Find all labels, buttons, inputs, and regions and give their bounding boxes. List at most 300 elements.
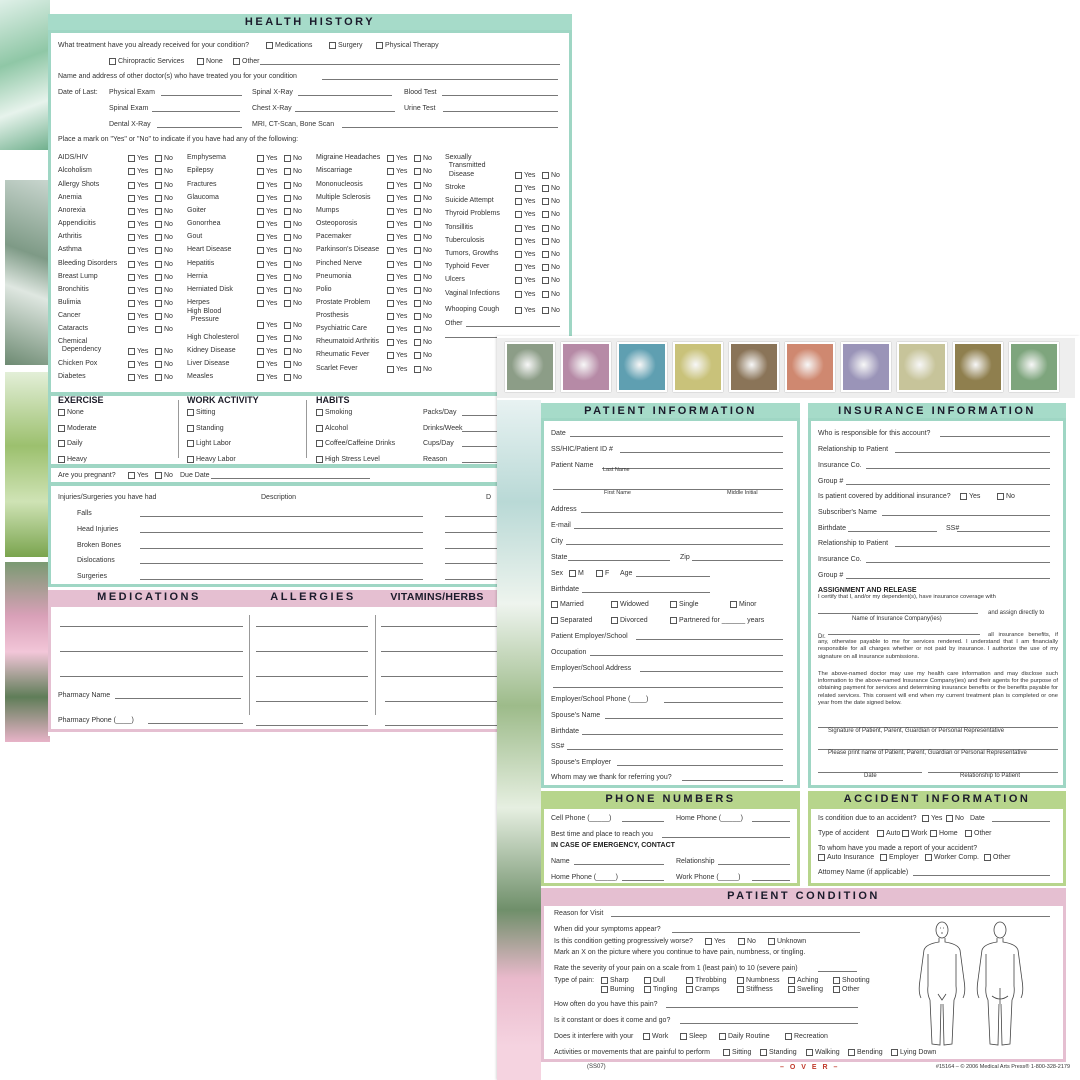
other-condition-field-2[interactable]	[445, 337, 497, 338]
yes-checkbox[interactable]	[387, 195, 394, 202]
no-checkbox[interactable]	[414, 168, 421, 175]
health-history-treatment-opts-2-checkbox[interactable]	[376, 42, 383, 49]
yes-checkbox[interactable]	[515, 251, 522, 258]
yes-checkbox[interactable]	[257, 155, 264, 162]
condition-mark-label: Mark an X on the picture where you continue to have pain, numbness, or tingling.	[554, 948, 806, 956]
health-history-yes-label: Yes	[396, 233, 408, 241]
emergency-relationship-field[interactable]	[718, 864, 790, 865]
yes-checkbox[interactable]	[257, 274, 264, 281]
pain-constancy-field[interactable]	[680, 1023, 858, 1024]
yes-checkbox[interactable]	[387, 287, 394, 294]
yes-checkbox[interactable]	[387, 234, 394, 241]
age-field[interactable]	[636, 576, 710, 577]
spouse-employer-field[interactable]	[617, 765, 783, 766]
insurance-assignment-2: all insurance benefits, if any, otherwise payable to me for services rendered. I understand that I am financially responsible for all charges whether or not paid by insurance. I authorize the use of my signature on all insurance submissions.	[818, 632, 1058, 660]
birthdate-field[interactable]	[582, 592, 710, 593]
no-checkbox[interactable]	[542, 264, 549, 271]
yes-checkbox[interactable]	[257, 374, 264, 381]
yes-checkbox[interactable]	[128, 168, 135, 175]
emergency-work-phone-field[interactable]	[752, 880, 790, 881]
no-checkbox[interactable]	[284, 361, 291, 368]
best-time-field[interactable]	[662, 837, 790, 838]
yes-checkbox[interactable]	[257, 261, 264, 268]
body-back-diagram[interactable]	[970, 920, 1030, 1050]
condition-types-6-checkbox[interactable]	[601, 986, 608, 993]
email-field[interactable]	[574, 528, 783, 529]
condition-types-10-checkbox[interactable]	[788, 986, 795, 993]
no-checkbox[interactable]	[414, 195, 421, 202]
health-history-no-label: No	[423, 233, 432, 241]
health-history-exams-7-label: MRI, CT-Scan, Bone Scan	[252, 120, 335, 128]
health-history-treatment-opts-5-checkbox[interactable]	[233, 58, 240, 65]
health-history-no-label: No	[551, 224, 560, 232]
accident-reports-2-checkbox[interactable]	[925, 854, 932, 861]
no-checkbox[interactable]	[542, 225, 549, 232]
health-history-conditions-0-2-label: Allergy Shots	[58, 180, 100, 188]
accident-date-field[interactable]	[992, 821, 1050, 822]
yes-checkbox[interactable]	[387, 261, 394, 268]
home-phone-field[interactable]	[752, 821, 790, 822]
condition-worse-opts-0-checkbox[interactable]	[705, 938, 712, 945]
condition-activity-opts-2-label: Walking	[815, 1048, 840, 1056]
exam-date-field[interactable]	[442, 95, 558, 96]
yes-checkbox[interactable]	[387, 313, 394, 320]
yes-checkbox[interactable]	[128, 221, 135, 228]
no-checkbox[interactable]	[284, 168, 291, 175]
health-history-treatment-opts-3-checkbox[interactable]	[109, 58, 116, 65]
yes-checkbox[interactable]	[515, 264, 522, 271]
yes-checkbox[interactable]	[387, 300, 394, 307]
health-history-no-label: No	[551, 171, 560, 179]
condition-activity-opts-3-checkbox[interactable]	[848, 1049, 855, 1056]
condition-constant-label: Is it constant or does it come and go?	[554, 1016, 671, 1024]
condition-types-11-checkbox[interactable]	[833, 986, 840, 993]
health-history-yes-label: Yes	[137, 273, 149, 281]
condition-interfere-opts-0-checkbox[interactable]	[643, 1033, 650, 1040]
responsible-field[interactable]	[940, 436, 1050, 437]
yes-checkbox[interactable]	[257, 335, 264, 342]
no-checkbox[interactable]	[542, 185, 549, 192]
health-history-treatment-q-label: What treatment have you already received for your condition?	[58, 41, 250, 49]
yes-checkbox[interactable]	[515, 238, 522, 245]
condition-activity-opts-0-checkbox[interactable]	[723, 1049, 730, 1056]
condition-interfere-opts-2-checkbox[interactable]	[719, 1033, 726, 1040]
other-condition-field[interactable]	[466, 326, 560, 327]
no-checkbox[interactable]	[414, 155, 421, 162]
injury-description-field[interactable]	[140, 516, 423, 517]
patient-info-email-label: E-mail	[551, 521, 571, 529]
group-field[interactable]	[846, 578, 1050, 579]
yes-checkbox[interactable]	[128, 374, 135, 381]
yes-checkbox[interactable]	[387, 208, 394, 215]
lifestyle-work-activity-options-2-checkbox[interactable]	[187, 440, 194, 447]
health-history-treatment-opts-3-label: Chiropractic Services	[118, 57, 185, 65]
yes-checkbox[interactable]	[128, 300, 135, 307]
condition-types-4-checkbox[interactable]	[788, 977, 795, 984]
accident-date-label: Date	[970, 814, 985, 822]
patient-info-city-label: City	[551, 537, 564, 545]
company-field[interactable]	[866, 562, 1050, 563]
accident-yes-checkbox[interactable]	[922, 815, 929, 822]
allergy-field[interactable]	[256, 626, 368, 627]
group-field[interactable]	[846, 484, 1050, 485]
other-doctors-field[interactable]	[322, 79, 558, 80]
no-checkbox[interactable]	[542, 211, 549, 218]
lifestyle-work-activity-options-3-checkbox[interactable]	[187, 456, 194, 463]
no-checkbox[interactable]	[155, 261, 162, 268]
no-checkbox[interactable]	[414, 287, 421, 294]
no-checkbox[interactable]	[284, 335, 291, 342]
condition-types-1-checkbox[interactable]	[644, 977, 651, 984]
yes-checkbox[interactable]	[257, 195, 264, 202]
yes-checkbox[interactable]	[257, 361, 264, 368]
injury-description-field[interactable]	[140, 548, 423, 549]
exam-date-field[interactable]	[157, 127, 242, 128]
no-checkbox[interactable]	[414, 274, 421, 281]
no-checkbox[interactable]	[155, 374, 162, 381]
yes-checkbox[interactable]	[387, 366, 394, 373]
condition-activity-opts-3-label: Bending	[857, 1048, 883, 1056]
accident-reports-3-checkbox[interactable]	[984, 854, 991, 861]
no-checkbox[interactable]	[155, 234, 162, 241]
no-checkbox[interactable]	[284, 374, 291, 381]
health-history-no-label: No	[423, 299, 432, 307]
no-checkbox[interactable]	[284, 247, 291, 254]
no-checkbox[interactable]	[284, 234, 291, 241]
no-checkbox[interactable]	[155, 348, 162, 355]
spouse-ss-field[interactable]	[567, 749, 783, 750]
yes-checkbox[interactable]	[257, 221, 264, 228]
phone-name-label: Name	[551, 857, 570, 865]
lifestyle-exercise-options-3-checkbox[interactable]	[58, 456, 65, 463]
no-checkbox[interactable]	[155, 208, 162, 215]
no-checkbox[interactable]	[542, 198, 549, 205]
subscriber-birthdate-field[interactable]	[848, 531, 937, 532]
exam-date-field[interactable]	[161, 95, 242, 96]
yes-checkbox[interactable]	[387, 247, 394, 254]
allergy-field[interactable]	[256, 651, 368, 652]
condition-types-0-checkbox[interactable]	[601, 977, 608, 984]
patient-info-f-checkbox[interactable]	[596, 570, 603, 577]
patient-info-marital-0-checkbox[interactable]	[551, 601, 558, 608]
cell-phone-field[interactable]	[622, 821, 664, 822]
no-checkbox[interactable]	[284, 261, 291, 268]
zip-field[interactable]	[692, 560, 783, 561]
pregnancy-no-checkbox[interactable]	[155, 472, 162, 479]
no-checkbox[interactable]	[414, 339, 421, 346]
lifestyle-habits-options-2-checkbox[interactable]	[316, 440, 323, 447]
health-history-yes-label: Yes	[396, 286, 408, 294]
address-field[interactable]	[581, 512, 783, 513]
yes-checkbox[interactable]	[128, 195, 135, 202]
yes-checkbox[interactable]	[515, 225, 522, 232]
yes-checkbox[interactable]	[387, 221, 394, 228]
no-checkbox[interactable]	[542, 277, 549, 284]
no-checkbox[interactable]	[542, 291, 549, 298]
lifestyle-habits-title-label: HABITS	[316, 394, 350, 405]
yes-checkbox[interactable]	[387, 352, 394, 359]
insurance-no-checkbox[interactable]	[997, 493, 1004, 500]
health-history-doctors-q-label: Name and address of other doctor(s) who have treated you for your condition	[58, 72, 297, 80]
patient-info-id-label: SS/HIC/Patient ID #	[551, 445, 613, 453]
nature-photo-thumbnail	[673, 342, 723, 392]
no-checkbox[interactable]	[155, 326, 162, 333]
no-checkbox[interactable]	[414, 326, 421, 333]
health-history-no-label: No	[293, 233, 302, 241]
no-checkbox[interactable]	[542, 172, 549, 179]
reason-for-visit-field[interactable]	[611, 916, 1050, 917]
other-treatment-field[interactable]	[260, 64, 560, 65]
yes-checkbox[interactable]	[128, 155, 135, 162]
body-front-diagram[interactable]	[912, 920, 972, 1050]
yes-checkbox[interactable]	[257, 234, 264, 241]
patient-info-marital-3-checkbox[interactable]	[730, 601, 737, 608]
employer-address-field-2[interactable]	[553, 687, 783, 688]
yes-checkbox[interactable]	[387, 326, 394, 333]
yes-checkbox[interactable]	[515, 172, 522, 179]
no-checkbox[interactable]	[284, 208, 291, 215]
company-field[interactable]	[866, 468, 1050, 469]
patient-info-marital-4-checkbox[interactable]	[551, 617, 558, 624]
health-history-treatment-opts-4-checkbox[interactable]	[197, 58, 204, 65]
insurance-yes-checkbox[interactable]	[960, 493, 967, 500]
exam-date-field[interactable]	[295, 111, 395, 112]
condition-activity-opts-2-checkbox[interactable]	[806, 1049, 813, 1056]
yes-checkbox[interactable]	[515, 307, 522, 314]
yes-checkbox[interactable]	[128, 348, 135, 355]
condition-activity-opts-1-checkbox[interactable]	[760, 1049, 767, 1056]
employer-address-field[interactable]	[640, 671, 783, 672]
no-checkbox[interactable]	[284, 322, 291, 329]
insurance-assignment-title-label: ASSIGNMENT AND RELEASE	[818, 586, 917, 594]
health-history-no-label: No	[293, 220, 302, 228]
yes-checkbox[interactable]	[257, 247, 264, 254]
lifestyle-exercise-options-0-checkbox[interactable]	[58, 409, 65, 416]
no-checkbox[interactable]	[542, 251, 549, 258]
employer-field[interactable]	[636, 639, 783, 640]
medication-field[interactable]	[60, 651, 243, 652]
no-checkbox[interactable]	[155, 168, 162, 175]
yes-checkbox[interactable]	[515, 198, 522, 205]
accident-types-1-checkbox[interactable]	[902, 830, 909, 837]
pharmacy-name-field[interactable]	[115, 698, 241, 699]
pharmacy-phone-field[interactable]	[148, 723, 243, 724]
no-checkbox[interactable]	[155, 361, 162, 368]
medication-field[interactable]	[60, 676, 243, 677]
relationship-field[interactable]	[895, 452, 1050, 453]
condition-types-3-checkbox[interactable]	[737, 977, 744, 984]
yes-checkbox[interactable]	[257, 287, 264, 294]
yes-checkbox[interactable]	[387, 182, 394, 189]
condition-activity-opts-4-checkbox[interactable]	[891, 1049, 898, 1056]
lifestyle-habits-options-1-checkbox[interactable]	[316, 425, 323, 432]
no-checkbox[interactable]	[284, 182, 291, 189]
condition-interfere-opts-3-checkbox[interactable]	[785, 1033, 792, 1040]
yes-checkbox[interactable]	[128, 287, 135, 294]
due-date-field[interactable]	[211, 478, 370, 479]
relationship-field[interactable]	[895, 546, 1050, 547]
no-checkbox[interactable]	[284, 300, 291, 307]
condition-activity-opts-4-label: Lying Down	[900, 1048, 937, 1056]
yes-checkbox[interactable]	[515, 291, 522, 298]
injuries-items-2-label: Broken Bones	[77, 541, 121, 549]
no-checkbox[interactable]	[414, 234, 421, 241]
nature-photo-thumbnail	[953, 342, 1003, 392]
health-history-treatment-opts-1-checkbox[interactable]	[329, 42, 336, 49]
no-checkbox[interactable]	[414, 208, 421, 215]
condition-types-3-label: Numbness	[746, 976, 780, 984]
patient-info-marital-6-checkbox[interactable]	[670, 617, 677, 624]
yes-checkbox[interactable]	[128, 247, 135, 254]
health-history-conditions-1-9-label: Hernia	[187, 272, 208, 280]
pregnancy-yes-checkbox[interactable]	[128, 472, 135, 479]
employer-phone-field[interactable]	[664, 702, 783, 703]
allergy-field[interactable]	[256, 701, 368, 702]
no-checkbox[interactable]	[284, 348, 291, 355]
injury-description-field[interactable]	[140, 563, 423, 564]
allergy-field[interactable]	[256, 725, 368, 726]
emergency-name-field[interactable]	[574, 864, 664, 865]
date-field[interactable]	[570, 436, 783, 437]
lifestyle-exercise-options-2-checkbox[interactable]	[58, 440, 65, 447]
no-checkbox[interactable]	[414, 352, 421, 359]
no-checkbox[interactable]	[155, 182, 162, 189]
lifestyle-habits-options-0-checkbox[interactable]	[316, 409, 323, 416]
medication-field[interactable]	[60, 626, 243, 627]
no-checkbox[interactable]	[284, 221, 291, 228]
yes-checkbox[interactable]	[128, 208, 135, 215]
no-checkbox[interactable]	[542, 238, 549, 245]
injury-description-field[interactable]	[140, 579, 423, 580]
no-checkbox[interactable]	[155, 247, 162, 254]
no-checkbox[interactable]	[155, 195, 162, 202]
no-checkbox[interactable]	[155, 313, 162, 320]
yes-checkbox[interactable]	[515, 277, 522, 284]
no-checkbox[interactable]	[284, 195, 291, 202]
patient-info-m-checkbox[interactable]	[569, 570, 576, 577]
patient-info-marital-2-label: Single	[679, 600, 699, 608]
yes-checkbox[interactable]	[257, 348, 264, 355]
patient-info-marital-2-checkbox[interactable]	[670, 601, 677, 608]
accident-no-checkbox[interactable]	[946, 815, 953, 822]
exam-date-field[interactable]	[443, 111, 558, 112]
yes-checkbox[interactable]	[387, 339, 394, 346]
condition-types-5-checkbox[interactable]	[833, 977, 840, 984]
emergency-home-phone-field[interactable]	[622, 880, 664, 881]
exam-date-field[interactable]	[298, 95, 392, 96]
pain-rating-field[interactable]	[818, 971, 857, 972]
no-checkbox[interactable]	[284, 155, 291, 162]
yes-checkbox[interactable]	[128, 261, 135, 268]
yes-checkbox[interactable]	[128, 274, 135, 281]
yes-checkbox[interactable]	[515, 185, 522, 192]
condition-types-8-checkbox[interactable]	[686, 986, 693, 993]
health-history-treatment-opts-0-checkbox[interactable]	[266, 42, 273, 49]
exam-date-field[interactable]	[152, 111, 240, 112]
yes-checkbox[interactable]	[128, 326, 135, 333]
no-checkbox[interactable]	[414, 313, 421, 320]
yes-checkbox[interactable]	[257, 182, 264, 189]
accident-types-2-checkbox[interactable]	[930, 830, 937, 837]
subscriber-ss-field[interactable]	[957, 531, 1050, 532]
no-checkbox[interactable]	[414, 182, 421, 189]
condition-types-7-label: Tingling	[653, 985, 678, 993]
yes-checkbox[interactable]	[387, 155, 394, 162]
spouse-name-field[interactable]	[605, 718, 783, 719]
id-field[interactable]	[620, 452, 783, 453]
yes-checkbox[interactable]	[387, 168, 394, 175]
yes-checkbox[interactable]	[515, 211, 522, 218]
no-checkbox[interactable]	[414, 247, 421, 254]
attorney-name-field[interactable]	[913, 875, 1050, 876]
yes-checkbox[interactable]	[257, 322, 264, 329]
no-checkbox[interactable]	[542, 307, 549, 314]
no-checkbox[interactable]	[155, 274, 162, 281]
yes-checkbox[interactable]	[257, 208, 264, 215]
no-checkbox[interactable]	[155, 155, 162, 162]
yes-checkbox[interactable]	[387, 274, 394, 281]
condition-worse-opts-1-checkbox[interactable]	[738, 938, 745, 945]
accident-reports-1-checkbox[interactable]	[880, 854, 887, 861]
no-checkbox[interactable]	[155, 287, 162, 294]
lifestyle-habits-options-3-checkbox[interactable]	[316, 456, 323, 463]
health-history-conditions-0-12-label: Cancer	[58, 311, 81, 319]
city-field[interactable]	[566, 544, 783, 545]
condition-worse-opts-2-checkbox[interactable]	[768, 938, 775, 945]
no-checkbox[interactable]	[414, 221, 421, 228]
accident-types-0-checkbox[interactable]	[877, 830, 884, 837]
yes-checkbox[interactable]	[128, 361, 135, 368]
condition-types-2-checkbox[interactable]	[686, 977, 693, 984]
patient-info-marital-1-checkbox[interactable]	[611, 601, 618, 608]
health-history-no-label: No	[164, 154, 173, 162]
occupation-field[interactable]	[590, 655, 783, 656]
lifestyle-exercise-options-1-checkbox[interactable]	[58, 425, 65, 432]
no-checkbox[interactable]	[284, 274, 291, 281]
no-checkbox[interactable]	[414, 366, 421, 373]
state-field[interactable]	[568, 560, 670, 561]
yes-checkbox[interactable]	[128, 313, 135, 320]
pain-frequency-field[interactable]	[666, 1007, 858, 1008]
subscriber-field[interactable]	[882, 515, 1050, 516]
symptoms-appear-field[interactable]	[672, 932, 860, 933]
yes-checkbox[interactable]	[257, 300, 264, 307]
no-checkbox[interactable]	[155, 221, 162, 228]
condition-types-9-checkbox[interactable]	[737, 986, 744, 993]
accident-reports-0-checkbox[interactable]	[818, 854, 825, 861]
allergy-field[interactable]	[256, 676, 368, 677]
no-checkbox[interactable]	[155, 300, 162, 307]
yes-checkbox[interactable]	[128, 234, 135, 241]
referral-field[interactable]	[682, 780, 783, 781]
no-checkbox[interactable]	[414, 261, 421, 268]
no-checkbox[interactable]	[284, 287, 291, 294]
lifestyle-work-activity-options-1-checkbox[interactable]	[187, 425, 194, 432]
yes-checkbox[interactable]	[257, 168, 264, 175]
injury-description-field[interactable]	[140, 532, 423, 533]
exam-date-field[interactable]	[342, 127, 558, 128]
accident-types-3-checkbox[interactable]	[965, 830, 972, 837]
health-history-yes-label: Yes	[524, 250, 536, 258]
lifestyle-work-activity-options-0-checkbox[interactable]	[187, 409, 194, 416]
condition-types-7-checkbox[interactable]	[644, 986, 651, 993]
patient-info-marital-5-checkbox[interactable]	[611, 617, 618, 624]
condition-interfere-opts-1-checkbox[interactable]	[680, 1033, 687, 1040]
no-checkbox[interactable]	[414, 300, 421, 307]
spouse-birthdate-field[interactable]	[582, 734, 783, 735]
health-history-no-label: No	[164, 312, 173, 320]
yes-checkbox[interactable]	[128, 182, 135, 189]
